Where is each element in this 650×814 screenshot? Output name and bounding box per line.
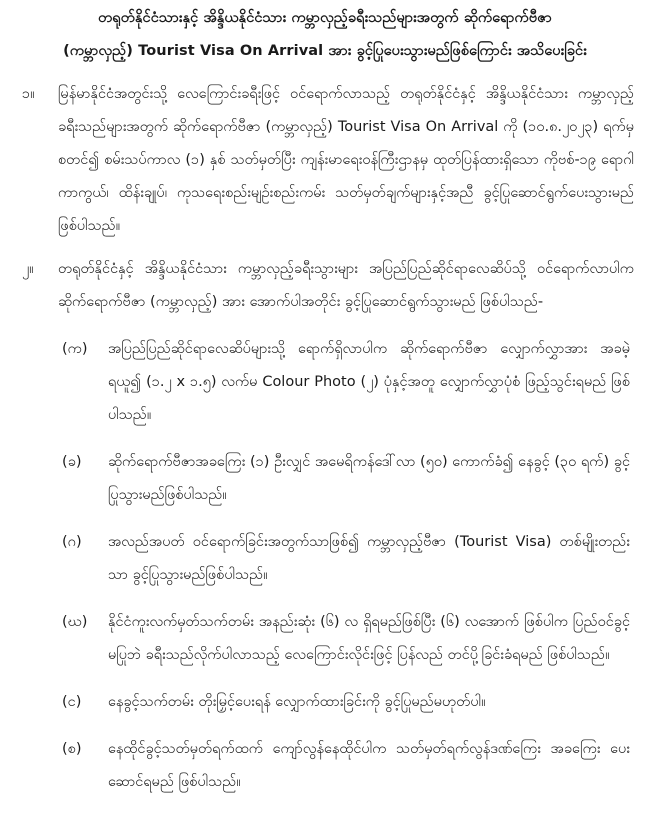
title-line-2: (ကမ္ဘာလှည့်) Tourist Visa On Arrival အား ခွင့်ပြုပေးသွားမည်ဖြစ်ကြောင်း အသိပေးခြင်း [63, 43, 587, 59]
paragraph-text: မြန်မာနိုင်ငံအတွင်းသို့ လေကြောင်းခရီးဖြင့် ဝင်ရောက်လာသည့် တရုတ်နိုင်ငံနှင့် အိန္ဒိယနိုင်ငံသား ကမ္ဘာလှည့်ခရီးသည်များအတွက် ဆိုက်ရောက်ဗီဇာ (ကမ္ဘာလှည့်) Tourist Visa On Arrival ကို (၁၀.၈.၂၀၂၃) ရက်မှ စတင်၍ စမ်းသပ်ကာလ (၁) နှစ် သတ်မှတ်ပြီး ကျန်းမာရေးဝန်ကြီးဌာနမှ ထုတ်ပြန်ထားရှိသော ကိုဗစ်-၁၉ ရောဂါကာကွယ်၊ ထိန်းချုပ်၊ ကုသရေးစည်းမျဉ်းစည်းကမ်း သတ်မှတ်ချက်များနှင့်အညီ ခွင့်ပြုဆောင်ရွက်ပေးသွားမည် ဖြစ်ပါသည်။ [58, 86, 634, 234]
paragraph-number: ၂။ [22, 261, 34, 277]
sub-item-text: နေထိုင်ခွင့်သတ်မှတ်ရက်ထက် ကျော်လွန်နေထိုင်ပါက သတ်မှတ်ရက်လွန်ဒဏ်ကြေး အခကြေး ပေးဆောင်ရမည် ဖြစ်ပါသည်။ [108, 741, 630, 790]
sub-item-ka [0, 333, 650, 432]
paragraph-number: ၁။ [22, 86, 35, 102]
paragraph-1 [0, 78, 650, 243]
sub-item-label: (င) [62, 694, 82, 710]
sub-item-kha [0, 446, 650, 512]
sub-item-ga [0, 526, 650, 592]
sub-item-label: (စ) [62, 741, 82, 757]
sub-item-text: အပြည်ပြည်ဆိုင်ရာလေဆိပ်များသို့ ရောက်ရှိလာပါက ဆိုက်ရောက်ဗီဇာ လျှောက်လွှာအား အခမဲ့ရယူ၍ (၁.၂ x ၁.၅) လက်မ Colour Photo (၂) ပုံနှင့်အတူ လျှောက်လွှာပုံစံ ဖြည့်သွင်းရမည် ဖြစ်ပါသည်။ [108, 341, 630, 423]
document-title [0, 0, 650, 68]
sub-item-gha [0, 606, 650, 672]
title-line-1: တရုတ်နိုင်ငံသားနှင့် အိန္ဒိယနိုင်ငံသား ကမ္ဘာလှည့်ခရီးသည်များအတွက် ဆိုက်ရောက်ဗီဇာ [98, 10, 552, 26]
sub-item-text: အလည်အပတ် ဝင်ရောက်ခြင်းအတွက်သာဖြစ်၍ ကမ္ဘာလှည့်ဗီဇာ (Tourist Visa) တစ်မျိုးတည်းသာ ခွင့်ပြုသွားမည်ဖြစ်ပါသည်။ [108, 534, 630, 583]
sub-item-label: (ဂ) [62, 534, 82, 550]
sub-item-label: (က) [62, 341, 88, 357]
paragraph-text: တရုတ်နိုင်ငံနှင့် အိန္ဒိယနိုင်ငံသား ကမ္ဘာလှည့်ခရီးသွားများ အပြည်ပြည်ဆိုင်ရာလေဆိပ်သို့ ဝင်ရောက်လာပါက ဆိုက်ရောက်ဗီဇာ (ကမ္ဘာလှည့်) အား အောက်ပါအတိုင်း ခွင့်ပြုဆောင်ရွက်သွားမည် ဖြစ်ပါသည်- [58, 261, 634, 310]
sub-item-sa [0, 733, 650, 799]
paragraph-2 [0, 253, 650, 319]
sub-item-nga [0, 686, 650, 719]
sub-item-label: (ဃ) [62, 614, 88, 630]
sub-item-text: နေခွင့်သက်တမ်း တိုးမြှင့်ပေးရန် လျှောက်ထားခြင်းကို ခွင့်ပြုမည်မဟုတ်ပါ။ [108, 694, 486, 710]
sub-item-text: နိုင်ငံကူးလက်မှတ်သက်တမ်း အနည်းဆုံး (၆) လ ရှိရမည်ဖြစ်ပြီး (၆) လအောက် ဖြစ်ပါက ပြည်ဝင်ခွင့်မပြုဘဲ ခရီးသည်လိုက်ပါလာသည့် လေကြောင်းလိုင်းဖြင့် ပြန်လည် တင်ပို့ခြင်းခံရမည် ဖြစ်ပါသည်။ [108, 614, 630, 663]
sub-item-text: ဆိုက်ရောက်ဗီဇာအခကြေး (၁) ဦးလျှင် အမေရိကန်ဒေါ်လာ (၅၀) ကောက်ခံ၍ နေခွင့် (၃၀ ရက်) ခွင့်ပြုသွားမည်ဖြစ်ပါသည်။ [108, 454, 630, 503]
sub-item-label: (ခ) [62, 454, 82, 470]
